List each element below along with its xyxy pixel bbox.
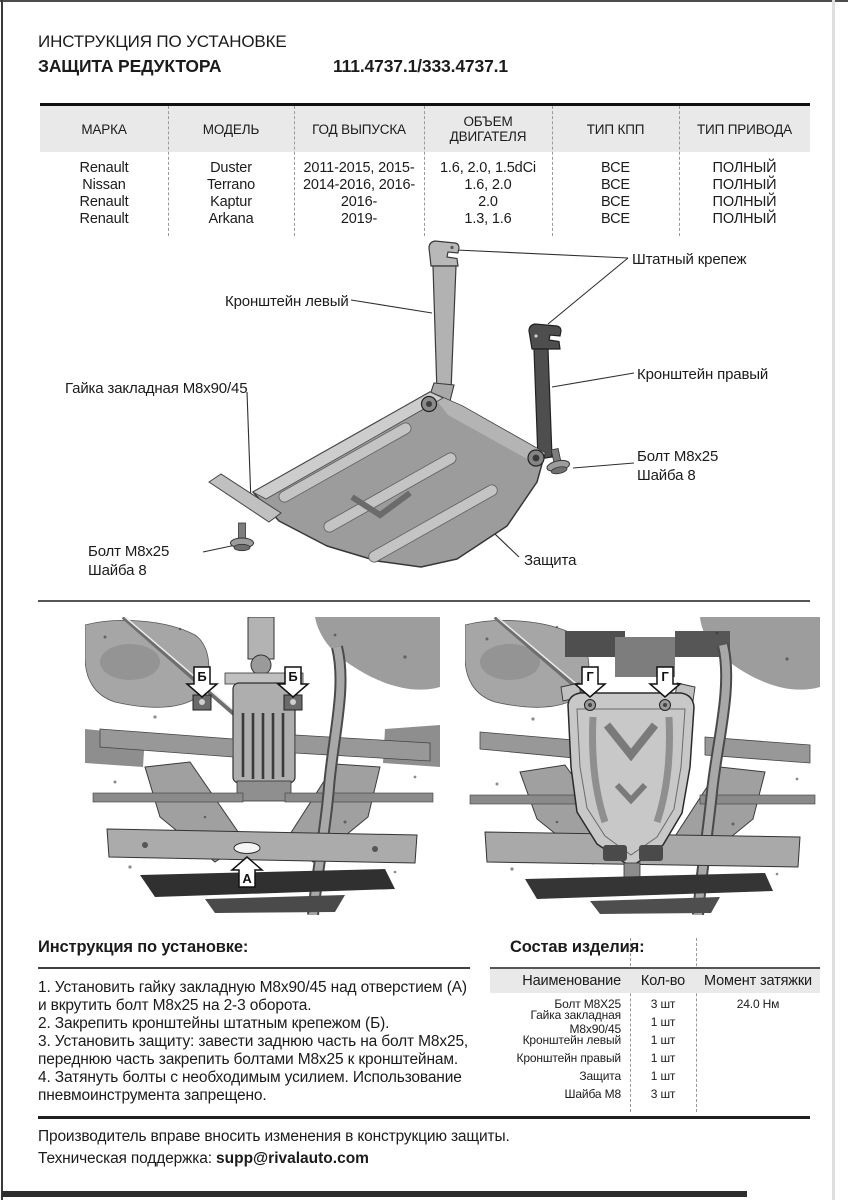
table-row — [490, 1031, 820, 1049]
parts-col-header: Наименование — [522, 973, 621, 989]
column-divider — [168, 106, 169, 236]
label-bolt-right-line2: Шайба 8 — [637, 467, 696, 484]
shield-plate-part — [253, 392, 545, 567]
parts-heading: Состав изделия: — [510, 938, 645, 956]
instructions-heading: Инструкция по установке: — [38, 938, 470, 969]
cell-model: Kaptur — [210, 193, 252, 210]
parts-col-header: Кол-во — [640, 973, 686, 989]
support-label: Техническая поддержка: — [38, 1150, 212, 1167]
fitment-col-header: МОДЕЛЬ — [202, 121, 260, 137]
part-torque — [696, 1031, 820, 1049]
bolt-left-part — [231, 523, 254, 551]
label-anchor-nut: Гайка закладная М8х90/45 — [65, 380, 248, 397]
fitment-col-header: ОБЪЕМ ДВИГАТЕЛЯ — [449, 114, 527, 144]
fitment-table — [40, 103, 810, 236]
label-bolt-left-line1: Болт М8х25 — [88, 543, 170, 560]
scan-edge-bottom — [2, 1191, 747, 1197]
hole-A — [234, 843, 260, 854]
table-row — [40, 159, 810, 176]
svg-text:Б: Б — [197, 669, 207, 684]
table-row — [490, 1085, 820, 1103]
fitment-col-header: ТИП КПП — [586, 121, 645, 137]
fitment-table-body — [40, 152, 810, 227]
label-bracket-right: Кронштейн правый — [637, 366, 769, 383]
part-qty: 1 шт — [650, 1069, 676, 1083]
part-name: Гайка закладная М8х90/45 — [530, 1008, 621, 1036]
label-shield: Защита — [524, 552, 577, 569]
footer-disclaimer: Производитель вправе вносить изменения в конструкцию защиты. — [38, 1128, 510, 1145]
part-name: Шайба М8 — [564, 1087, 621, 1101]
cell-gearbox: ВСЕ — [601, 159, 630, 176]
scan-edge-right — [832, 0, 835, 1200]
parts-list — [490, 938, 820, 1116]
exploded-view-diagram — [0, 235, 848, 600]
label-factory-fasteners: Штатный крепеж — [632, 251, 747, 268]
cell-years: 2016- — [340, 193, 378, 210]
cell-brand: Renault — [79, 193, 129, 210]
cell-drive: ПОЛНЫЙ — [712, 210, 777, 227]
fitment-col-header: МАРКА — [81, 121, 127, 137]
instruction-step: 1. Установить гайку закладную М8х90/45 над отверстием (А) и вкрутить болт М8х25 на 2-3 оборота. — [38, 979, 467, 1014]
scan-edge-top — [0, 0, 848, 2]
part-name: Болт М8Х25 — [554, 997, 621, 1011]
part-qty: 3 шт — [650, 997, 676, 1011]
cell-brand: Renault — [79, 210, 129, 227]
cell-drive: ПОЛНЫЙ — [712, 176, 777, 193]
parts-col-header: Момент затяжки — [704, 973, 812, 989]
cell-drive: ПОЛНЫЙ — [712, 193, 777, 210]
label-bolt-right — [637, 447, 718, 485]
cell-brand: Renault — [79, 159, 129, 176]
label-bolt-left — [88, 542, 169, 580]
table-row — [40, 210, 810, 227]
instructions-steps — [38, 979, 470, 1105]
part-qty: 1 шт — [650, 1033, 676, 1047]
cell-model: Terrano — [206, 176, 256, 193]
parts-header-row — [490, 969, 820, 993]
table-row — [490, 1049, 820, 1067]
cell-gearbox: ВСЕ — [601, 193, 630, 210]
label-bolt-left-line2: Шайба 8 — [88, 562, 147, 579]
cell-engine: 2.0 — [478, 193, 498, 210]
part-torque — [696, 1067, 820, 1085]
table-row — [490, 1067, 820, 1085]
part-name: Кронштейн левый — [522, 1033, 621, 1047]
cell-years: 2019- — [340, 210, 378, 227]
part-qty: 1 шт — [650, 1015, 676, 1029]
section-divider — [38, 600, 810, 602]
support-email: supp@rivalauto.com — [216, 1150, 369, 1167]
column-divider — [424, 106, 425, 236]
cell-brand: Nissan — [82, 176, 126, 193]
part-torque: 24.0 Нм — [736, 997, 780, 1011]
cell-model: Duster — [210, 159, 252, 176]
instruction-step: 4. Затянуть болты с необходимым усилием. Использование пневмоинструмента запрещено. — [38, 1069, 462, 1104]
cell-engine: 1.3, 1.6 — [464, 210, 512, 227]
cell-years: 2014-2016, 2016- — [302, 176, 416, 193]
bracket-right-part — [529, 324, 561, 459]
document-title-line1: ИНСТРУКЦИЯ ПО УСТАНОВКЕ — [38, 32, 287, 51]
cell-model: Arkana — [208, 210, 254, 227]
bracket-left-part — [428, 241, 459, 405]
parts-table-body — [490, 995, 820, 1103]
column-divider — [552, 106, 553, 236]
column-divider — [679, 106, 680, 236]
svg-text:Б: Б — [288, 669, 298, 684]
part-name: Защита — [579, 1069, 621, 1083]
svg-text:А: А — [242, 871, 252, 886]
fitment-col-header: ГОД ВЫПУСКА — [312, 121, 406, 137]
cell-years: 2011-2015, 2015- — [303, 159, 415, 176]
column-divider — [294, 106, 295, 236]
cell-engine: 1.6, 2.0, 1.5dCi — [440, 159, 536, 176]
fitment-col-header: ТИП ПРИВОДА — [696, 121, 793, 137]
part-qty: 3 шт — [650, 1087, 676, 1101]
part-qty: 1 шт — [650, 1051, 676, 1065]
document-title-line2: ЗАЩИТА РЕДУКТОРА — [38, 56, 222, 76]
part-name: Кронштейн правый — [516, 1051, 621, 1065]
undercarriage-photo-right — [465, 617, 820, 915]
part-torque — [696, 1085, 820, 1103]
cell-gearbox: ВСЕ — [601, 210, 630, 227]
table-row — [40, 176, 810, 193]
photo-mounting-points — [85, 617, 440, 915]
cell-engine: 1.6, 2.0 — [464, 176, 512, 193]
instruction-step: 2. Закрепить кронштейны штатным крепежом (Б). — [38, 1015, 390, 1032]
label-bolt-right-line1: Болт М8х25 — [637, 448, 719, 465]
part-torque — [696, 1049, 820, 1067]
table-row — [490, 1008, 820, 1036]
table-row — [40, 193, 810, 210]
footer-divider — [38, 1116, 810, 1119]
cell-drive: ПОЛНЫЙ — [712, 159, 777, 176]
installation-instructions — [38, 938, 470, 1105]
fitment-table-header-row — [40, 106, 810, 152]
part-numbers: 111.4737.1/333.4737.1 — [333, 56, 508, 76]
scan-edge-left — [1, 0, 3, 1200]
svg-text:Г: Г — [661, 669, 669, 684]
svg-text:Г: Г — [586, 669, 594, 684]
photo-shield-installed — [465, 617, 820, 915]
instruction-step: 3. Установить защиту: завести заднюю часть на болт М8х25, переднюю часть закрепить болтами М8х25 к кронштейнам. — [38, 1033, 469, 1068]
cell-gearbox: ВСЕ — [601, 176, 630, 193]
part-torque — [696, 1013, 820, 1031]
footer-support — [38, 1150, 369, 1168]
front-crossmember — [107, 829, 417, 863]
label-bracket-left: Кронштейн левый — [225, 293, 349, 310]
